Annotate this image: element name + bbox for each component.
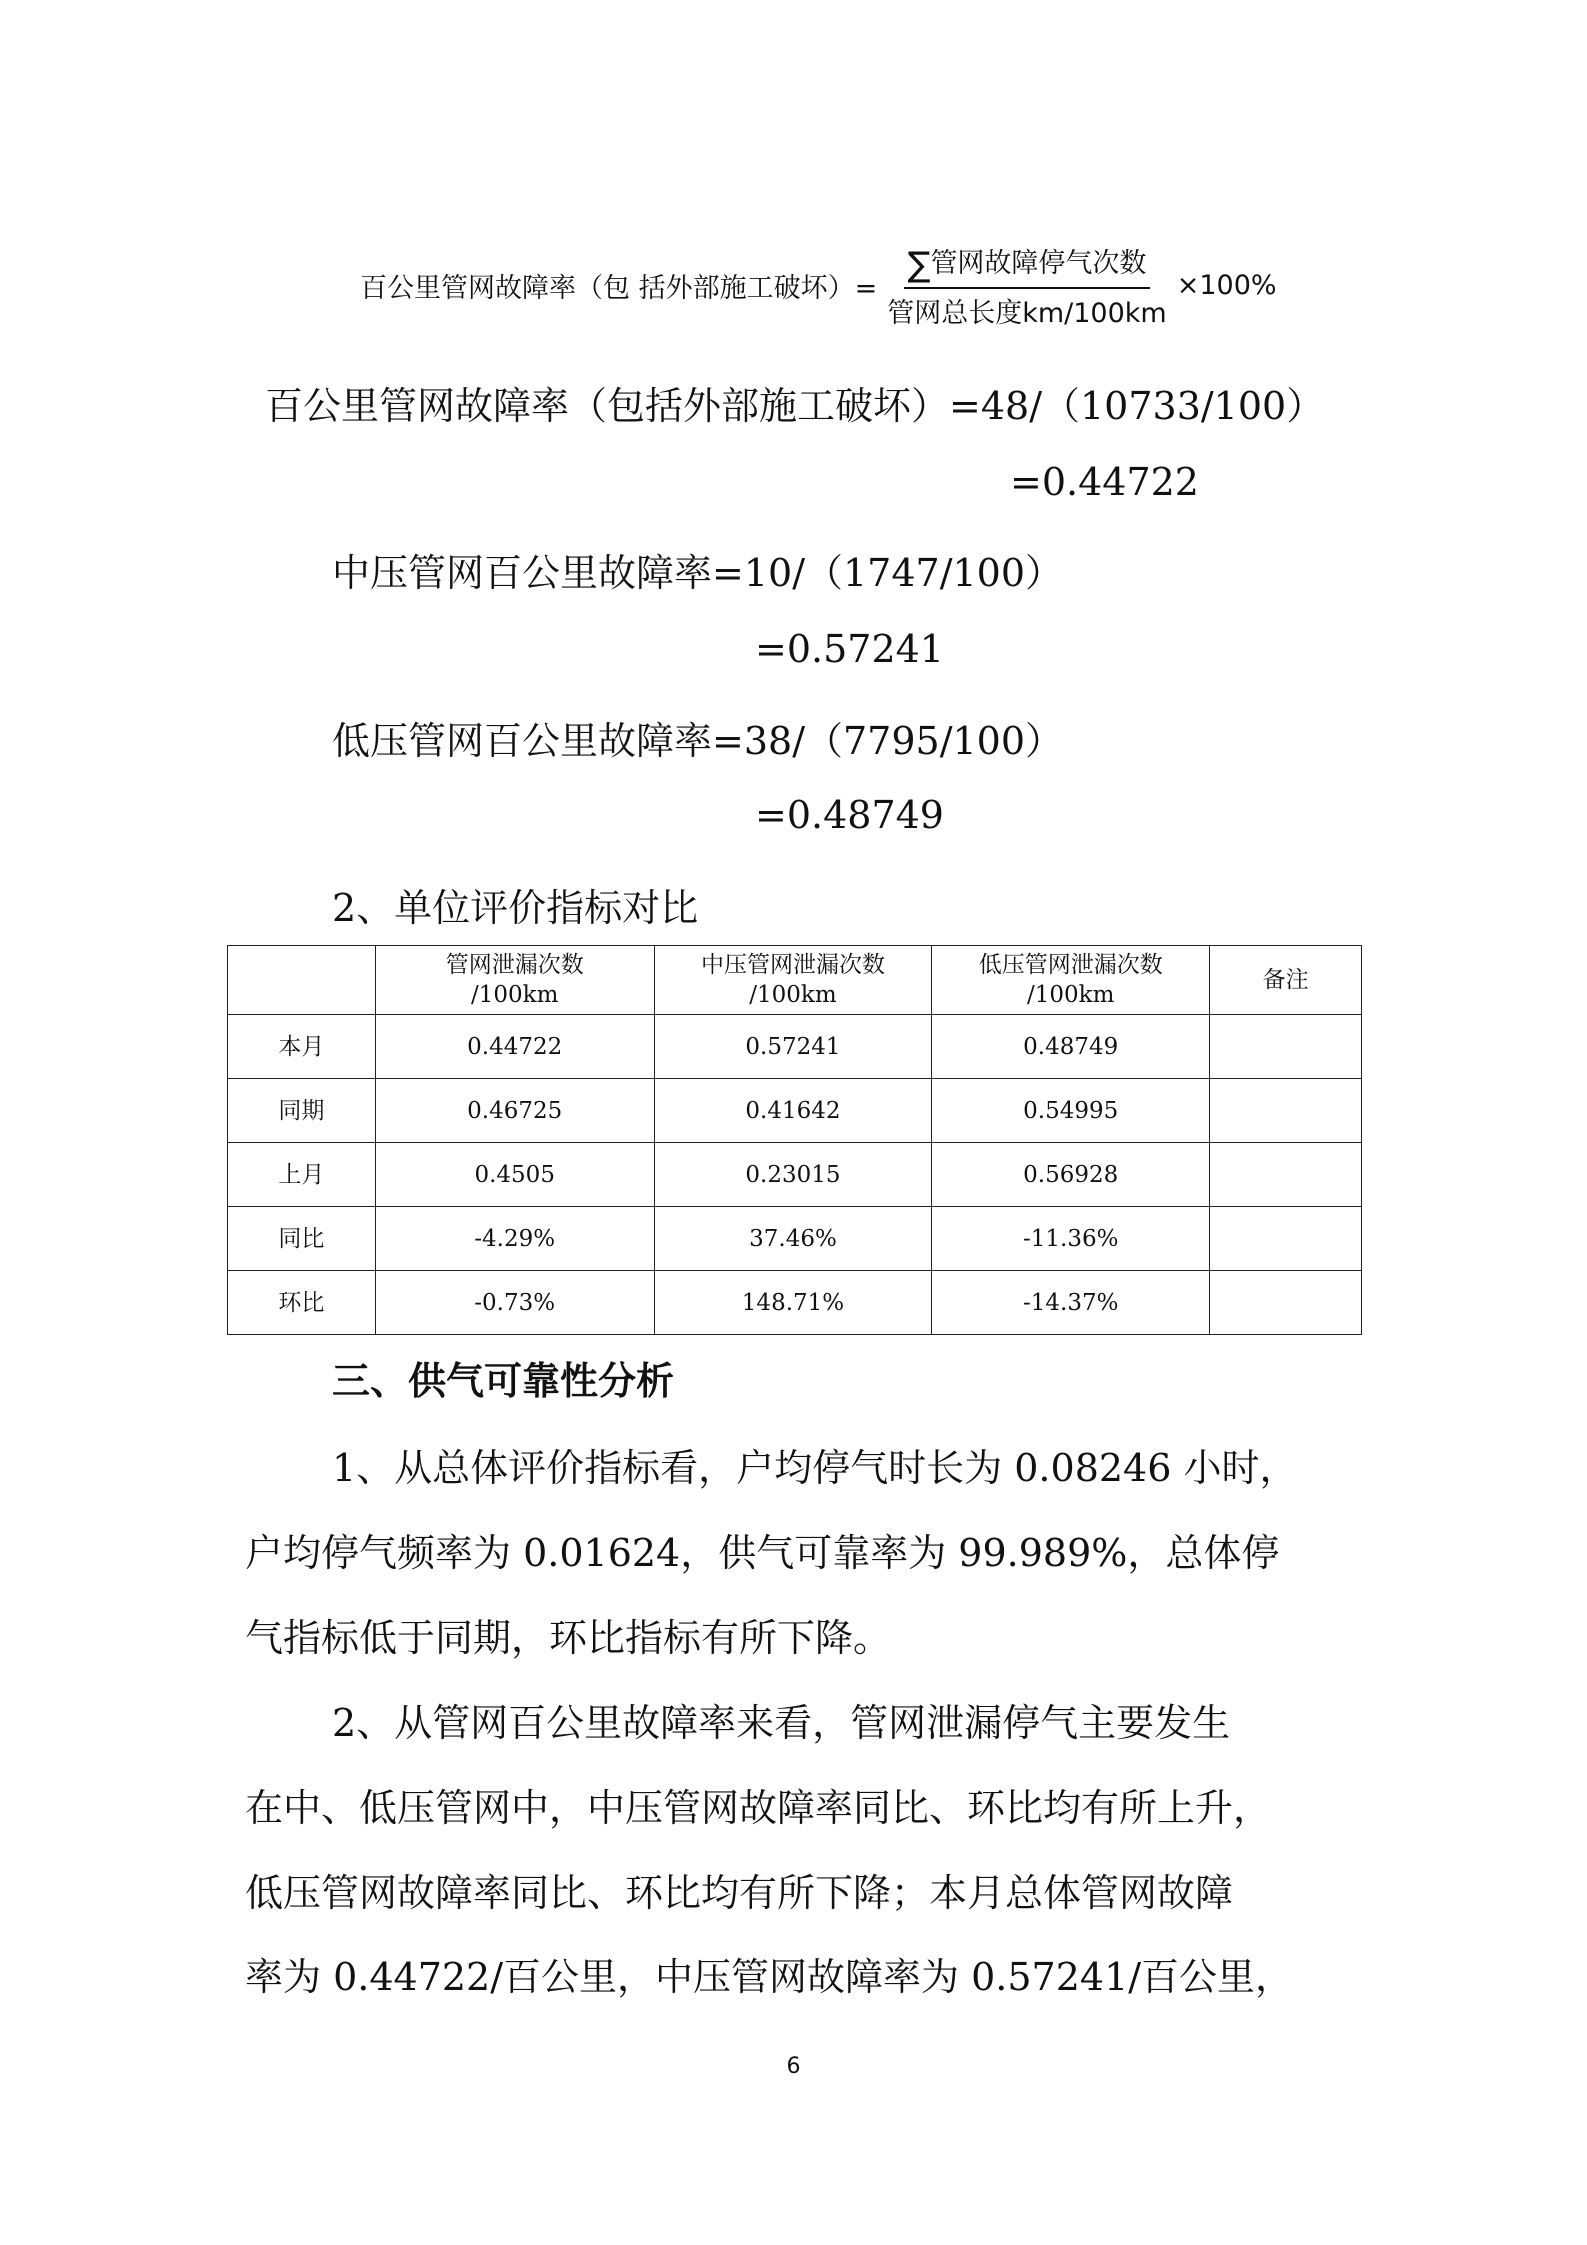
para2-line: 在中、低压管网中，中压管网故障率同比、环比均有所上升，: [245, 1786, 1272, 1830]
table-cell: 0.4505: [375, 1143, 654, 1207]
table-cell: [1210, 1015, 1362, 1079]
table-cell: [1210, 1207, 1362, 1271]
calc-mid-line1: 中压管网百公里故障率=10/（1747/100）: [332, 551, 1064, 595]
table-cell: 上月: [228, 1143, 376, 1207]
para2-line: 率为 0.44722/百公里，中压管网故障率为 0.57241/百公里，: [245, 1955, 1294, 1999]
calc-total-line1: 百公里管网故障率（包括外部施工破坏）=48/（10733/100）: [265, 384, 1325, 428]
table-cell: 本月: [228, 1015, 376, 1079]
para2-line: 低压管网故障率同比、环比均有所下降；本月总体管网故障: [245, 1871, 1234, 1915]
indicator-table: [227, 945, 1362, 1335]
table-header-cell: 备注: [1210, 946, 1362, 1015]
page-number: 6: [786, 2054, 801, 2079]
table-cell: 37.46%: [654, 1207, 932, 1271]
table-row: [228, 1271, 1362, 1335]
para1-line: 气指标低于同期，环比指标有所下降。: [245, 1616, 892, 1660]
table-row: [228, 1143, 1362, 1207]
para1-line: 1、从总体评价指标看，户均停气时长为 0.08246 小时，: [332, 1446, 1298, 1490]
table-header-cell: 低压管网泄漏次数 /100km: [932, 946, 1210, 1015]
table-header-cell: 中压管网泄漏次数 /100km: [654, 946, 932, 1015]
table-cell: [1210, 1271, 1362, 1335]
sum-symbol: ∑: [907, 244, 931, 285]
table-cell: -11.36%: [932, 1207, 1210, 1271]
formula: [360, 240, 1277, 330]
calc-total-line2: =0.44722: [1010, 460, 1199, 504]
table-cell: 环比: [228, 1271, 376, 1335]
table-row: [228, 1015, 1362, 1079]
calc-low-line1: 低压管网百公里故障率=38/（7795/100）: [332, 719, 1064, 763]
formula-lhs: 百公里管网故障率（包 括外部施工破坏）=: [360, 272, 878, 304]
table-header-cell: [228, 946, 376, 1015]
para2-line: 2、从管网百公里故障率来看，管网泄漏停气主要发生: [332, 1701, 1231, 1745]
calc-low-line2: =0.48749: [755, 793, 944, 837]
table-header-row: [228, 946, 1362, 1015]
table-cell: 0.23015: [654, 1143, 932, 1207]
table-cell: 148.71%: [654, 1271, 932, 1335]
table-cell: [1210, 1079, 1362, 1143]
table-cell: 0.48749: [932, 1015, 1210, 1079]
table-cell: -14.37%: [932, 1271, 1210, 1335]
para1-line: 户均停气频率为 0.01624，供气可靠率为 99.989%，总体停: [245, 1531, 1280, 1575]
formula-fraction: [883, 241, 1171, 330]
formula-numerator: ∑管网故障停气次数: [904, 241, 1151, 289]
calc-mid-line2: =0.57241: [755, 627, 944, 671]
table-cell: 同期: [228, 1079, 376, 1143]
table-cell: 0.41642: [654, 1079, 932, 1143]
section3-heading: 三、供气可靠性分析: [332, 1359, 675, 1403]
formula-multiplier: ×100%: [1176, 269, 1277, 301]
table-cell: 同比: [228, 1207, 376, 1271]
table-cell: 0.44722: [375, 1015, 654, 1079]
table-header-cell: 管网泄漏次数 /100km: [375, 946, 654, 1015]
table-row: [228, 1079, 1362, 1143]
table-cell: 0.57241: [654, 1015, 932, 1079]
table-cell: [1210, 1143, 1362, 1207]
table-cell: -4.29%: [375, 1207, 654, 1271]
table-cell: -0.73%: [375, 1271, 654, 1335]
section2-title: 2、单位评价指标对比: [332, 886, 699, 930]
table-cell: 0.54995: [932, 1079, 1210, 1143]
table-cell: 0.46725: [375, 1079, 654, 1143]
table-row: [228, 1207, 1362, 1271]
table-cell: 0.56928: [932, 1143, 1210, 1207]
formula-denominator: 管网总长度km/100km: [887, 297, 1167, 329]
